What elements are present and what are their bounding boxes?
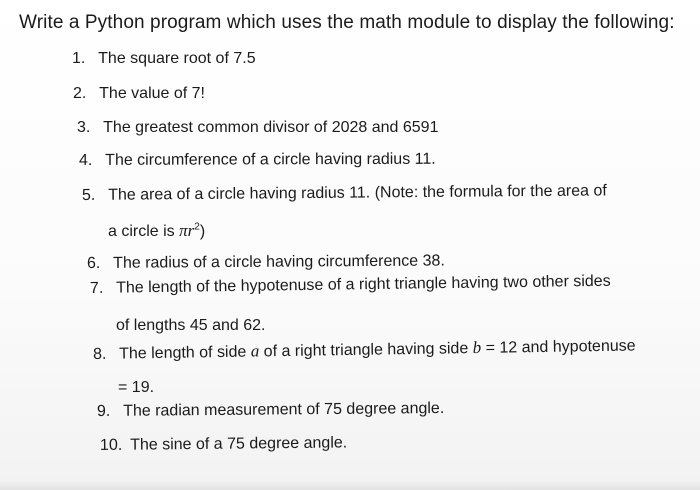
list-item [73, 85, 205, 103]
item-text: The length of the hypotenuse of a right triangle having two other sides [116, 272, 611, 297]
item-continuation: of lengths 45 and 62. [116, 317, 266, 334]
item-text: The greatest common divisor of 2028 and 6591 [103, 119, 439, 136]
list-item [100, 434, 347, 455]
list-item [79, 151, 436, 170]
list-item [72, 50, 256, 68]
item-number: 10. [99, 436, 123, 454]
item-number: 4. [78, 151, 93, 169]
item-number: 1. [72, 50, 86, 67]
continuation-text: a circle is [108, 223, 180, 240]
variable-b: b [472, 337, 482, 358]
formula-exponent: 2 [194, 221, 200, 233]
item-text: The square root of 7.5 [98, 50, 256, 67]
problem-heading: Write a Python program which uses the math module to display the following: [19, 12, 675, 33]
item-continuation [108, 221, 205, 241]
item-continuation: = 19. [118, 379, 155, 396]
list-item [93, 335, 636, 364]
item-number: 6. [86, 254, 101, 272]
page-edge-shadow [0, 480, 700, 490]
item-number: 5. [81, 186, 96, 204]
item-number: 8. [92, 345, 107, 363]
item-text: The area of a circle having radius 11. (Note: the formula for the area of [108, 182, 607, 204]
item-text: The radian measurement of 75 degree angle. [123, 399, 445, 420]
item-text: = 12 and hypotenuse [481, 337, 636, 357]
list-item [97, 400, 444, 421]
item-number: 2. [73, 85, 87, 102]
item-number: 7. [89, 279, 104, 297]
list-item [87, 253, 445, 273]
variable-a: a [250, 341, 260, 361]
item-text: The length of side [119, 343, 251, 363]
list-item [90, 273, 611, 298]
list-item [82, 182, 607, 205]
item-number: 9. [96, 402, 111, 420]
item-number: 3. [77, 119, 91, 136]
item-text: The value of 7! [99, 85, 205, 102]
item-text: The sine of a 75 degree angle. [130, 434, 348, 454]
continuation-suffix: ) [199, 223, 206, 240]
item-text: The circumference of a circle having radius 11. [105, 150, 436, 169]
item-text: of a right triangle having side [259, 340, 473, 361]
list-item [77, 119, 438, 137]
area-formula: πr [179, 221, 195, 240]
item-text: The radius of a circle having circumference 38. [113, 252, 445, 272]
